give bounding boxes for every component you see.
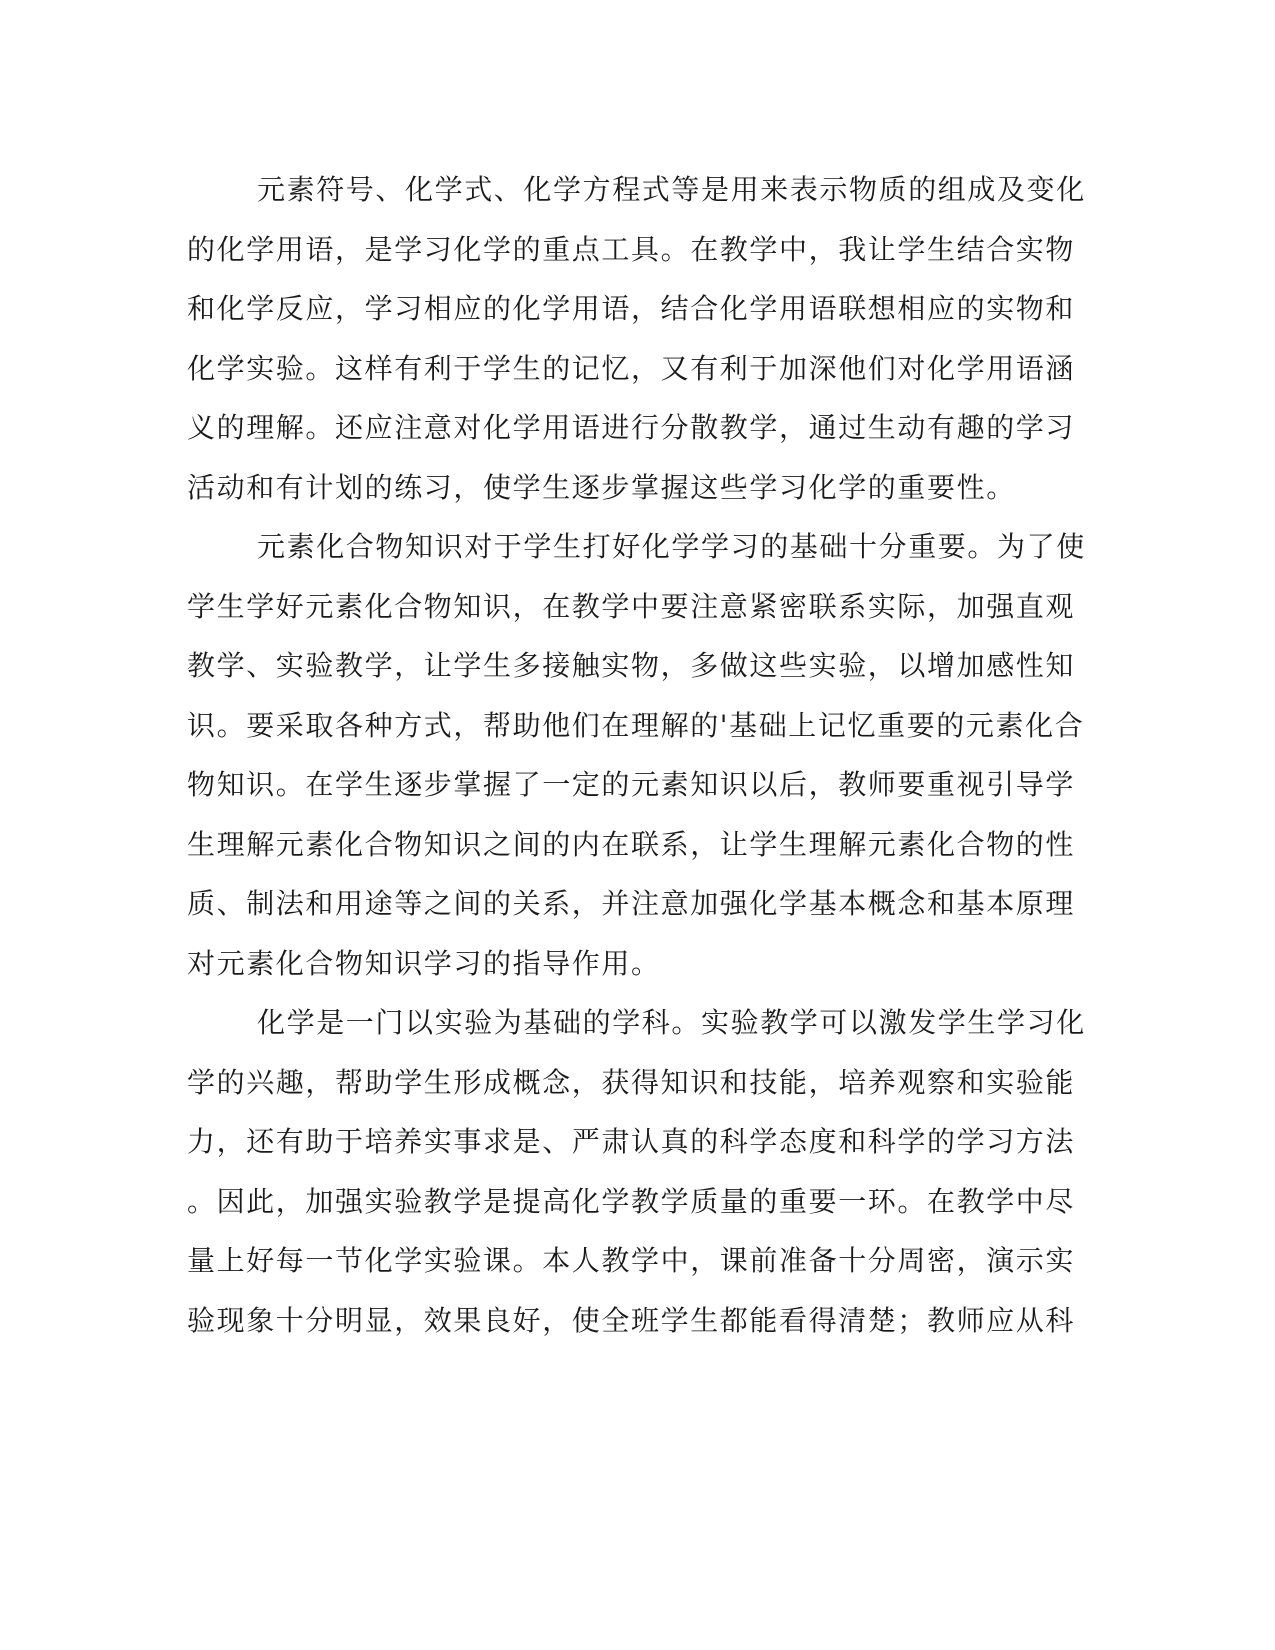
text-line: 元素化合物知识对于学生打好化学学习的基础十分重要。为了使 xyxy=(257,530,1086,563)
text-line: 物知识。在学生逐步掌握了一定的元素知识以后，教师要重视引导学 xyxy=(187,768,1076,801)
text-line: 。因此，加强实验教学是提高化学教学质量的重要一环。在教学中尽 xyxy=(187,1184,1076,1218)
paragraph-3 xyxy=(187,993,1086,1350)
text-line: 义的理解。还应注意对化学用语进行分散教学，通过生动有趣的学习 xyxy=(187,411,1076,444)
paragraph-2 xyxy=(187,517,1086,993)
text-line: 活动和有计划的练习，使学生逐步掌握这些学习化学的重要性。 xyxy=(187,470,1016,504)
paragraph-1 xyxy=(187,160,1086,517)
body-text xyxy=(187,160,1086,1350)
text-line: 化学是一门以实验为基础的学科。实验教学可以激发学生学习化 xyxy=(257,1006,1086,1039)
text-line: 的化学用语，是学习化学的重点工具。在教学中，我让学生结合实物 xyxy=(187,232,1076,266)
text-line: 力，还有助于培养实事求是、严肃认真的科学态度和科学的学习方法 xyxy=(187,1125,1076,1158)
text-line: 元素符号、化学式、化学方程式等是用来表示物质的组成及变化 xyxy=(257,173,1086,206)
text-line: 识。要采取各种方式，帮助他们在理解的'基础上记忆重要的元素化合 xyxy=(187,708,1085,742)
text-line: 学的兴趣，帮助学生形成概念，获得知识和技能，培养观察和实验能 xyxy=(187,1065,1076,1099)
text-line: 教学、实验教学，让学生多接触实物，多做这些实验，以增加感性知 xyxy=(187,649,1076,682)
text-line: 生理解元素化合物知识之间的内在联系，让学生理解元素化合物的性 xyxy=(187,827,1076,861)
text-line: 验现象十分明显，效果良好，使全班学生都能看得清楚；教师应从科 xyxy=(187,1303,1076,1337)
text-line: 量上好每一节化学实验课。本人教学中，课前准备十分周密，演示实 xyxy=(187,1244,1076,1277)
text-line: 对元素化合物知识学习的指导作用。 xyxy=(187,946,661,980)
text-line: 学生学好元素化合物知识，在教学中要注意紧密联系实际，加强直观 xyxy=(187,589,1076,623)
text-line: 质、制法和用途等之间的关系，并注意加强化学基本概念和基本原理 xyxy=(187,887,1076,920)
text-line: 化学实验。这样有利于学生的记忆，又有利于加深他们对化学用语涵 xyxy=(187,351,1076,385)
text-line: 和化学反应，学习相应的化学用语，结合化学用语联想相应的实物和 xyxy=(187,292,1076,325)
